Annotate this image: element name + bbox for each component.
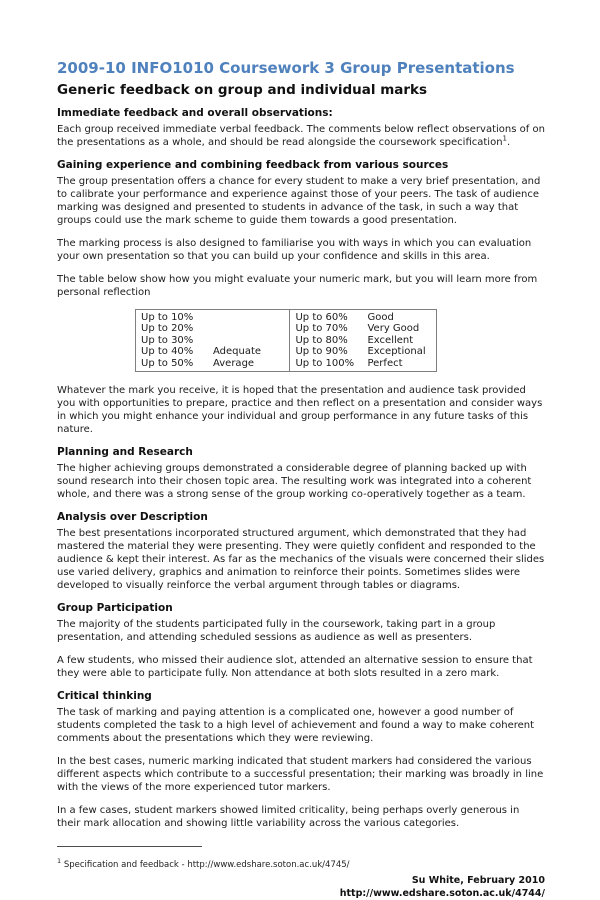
mark-range: Up to 40% xyxy=(141,346,194,358)
paragraph-critical-1: The task of marking and paying attention is a complicated one, however a good number of students completed the task to a high level of achievement and found a way to make coherent comments about the presentations which they were reviewing. xyxy=(57,707,535,745)
document-title: 2009-10 INFO1010 Coursework 3 Group Presentations xyxy=(57,59,515,77)
mark-grade: Exceptional xyxy=(367,346,426,358)
marks-table xyxy=(135,309,437,372)
mark-grade: Very Good xyxy=(367,323,420,335)
paragraph-gaining-2: The marking process is also designed to familiarise you with ways in which you can evaluation your own presentation so that you can build up your confidence and skills in this area. xyxy=(57,238,532,262)
mark-grade: Average xyxy=(213,357,255,369)
marks-table-left-cell xyxy=(136,310,290,371)
footer-author: Su White, February 2010 xyxy=(411,874,545,886)
paragraph-whatever-mark: Whatever the mark you receive, it is hoped that the presentation and audience task provided you with opportunities to prepare, practice and then reflect on a presentation and consider ways in which you might enhance your individual and group performance in any future tasks of this nature. xyxy=(57,385,543,436)
table-row xyxy=(295,312,436,323)
paragraph-participation-1: The majority of the students participated fully in the coursework, taking part in a group presentation, and attending scheduled sessions as audience as well as presenters. xyxy=(57,619,496,644)
paragraph-critical-3: In a few cases, student markers showed limited criticality, being perhaps overly generous in their mark allocation and showing little variability across the various categories. xyxy=(57,805,520,830)
mark-grade: Adequate xyxy=(213,346,262,358)
paragraph-gaining-1: The group presentation offers a chance for every student to make a very brief presentation, and to calibrate your performance and experience against those of your peers. The task of audience marking was designed and presented to students in advance of the task, in such a way that groups could use the mark scheme to guide them towards a good presentation. xyxy=(57,176,541,226)
table-row xyxy=(295,358,436,369)
paragraph-critical-2: In the best cases, numeric marking indicated that student markers had considered the various different aspects which contribute to a successful presentation; their marking was broadly in line with the views of the more experienced tutor markers. xyxy=(57,756,544,794)
page-footer xyxy=(57,874,545,900)
mark-range: Up to 10% xyxy=(141,312,194,323)
mark-range: Up to 70% xyxy=(295,323,348,335)
paragraph-text-tail: . xyxy=(507,137,511,148)
table-row xyxy=(295,335,436,346)
paragraph-immediate-feedback xyxy=(57,123,545,149)
table-row xyxy=(141,312,289,323)
paragraph-participation-2: A few students, who missed their audience slot, attended an alternative session to ensure that they were able to participate fully. Non attendance at both slots resulted in a zero mark. xyxy=(57,655,533,680)
footnote xyxy=(57,856,545,871)
mark-grade xyxy=(213,323,289,334)
footer-url: http://www.edshare.soton.ac.uk/4744/ xyxy=(339,887,545,899)
heading-group-participation: Group Participation xyxy=(57,602,173,615)
heading-gaining-experience: Gaining experience and combining feedback from various sources xyxy=(57,159,449,171)
heading-analysis-over-description: Analysis over Description xyxy=(57,511,208,524)
paragraph-planning: The higher achieving groups demonstrated a considerable degree of planning backed up with sound research into their chosen topic area. The resulting work was integrated into a coherent whole, and there was a strong sense of the group working co-operatively together as a team. xyxy=(57,463,532,501)
mark-range: Up to 90% xyxy=(295,346,348,358)
mark-range: Up to 80% xyxy=(295,334,348,346)
footnote-text: Specification and feedback - http://www.edshare.soton.ac.uk/4745/ xyxy=(63,859,350,870)
mark-grade: Excellent xyxy=(367,334,414,346)
table-row xyxy=(295,346,436,357)
table-row xyxy=(141,346,289,357)
table-row xyxy=(141,323,289,334)
footnote-marker: 1 xyxy=(57,857,62,866)
mark-range: Up to 100% xyxy=(295,357,355,369)
mark-range: Up to 50% xyxy=(141,357,194,369)
heading-planning-research: Planning and Research xyxy=(57,446,193,459)
paragraph-analysis: The best presentations incorporated structured argument, which demonstrated that they had mastered the material they were presenting. They were quietly confident and responded to the audience & kept their interest. As far as the mechanics of the visuals were concerned their slides use varied delivery, graphics and animation to reinforce their points. Sometimes slides were developed to visually reinforce the verbal argument through tables or diagrams. xyxy=(57,528,545,592)
heading-critical-thinking: Critical thinking xyxy=(57,690,152,703)
document-subtitle: Generic feedback on group and individual marks xyxy=(57,82,428,98)
table-row xyxy=(141,335,289,346)
paragraph-gaining-3: The table below show how you might evaluate your numeric mark, but you will learn more from personal reflection xyxy=(57,274,538,298)
heading-immediate-feedback: Immediate feedback and overall observations: xyxy=(57,107,333,119)
mark-grade: Perfect xyxy=(367,357,403,369)
mark-grade xyxy=(213,312,289,323)
mark-range: Up to 20% xyxy=(141,323,194,335)
footnote-separator xyxy=(57,846,202,847)
mark-range: Up to 60% xyxy=(295,312,348,323)
marks-table-right-cell xyxy=(290,310,436,371)
table-row xyxy=(295,323,436,334)
mark-grade xyxy=(213,335,289,346)
footnote-reference: 1 xyxy=(502,134,508,143)
paragraph-text: Each group received immediate verbal feedback. The comments below reflect observations of on the presentations as a whole, and should be read alongside the coursework specification xyxy=(57,124,545,148)
mark-grade: Good xyxy=(367,312,394,323)
mark-range: Up to 30% xyxy=(141,334,194,346)
table-row xyxy=(141,358,289,369)
